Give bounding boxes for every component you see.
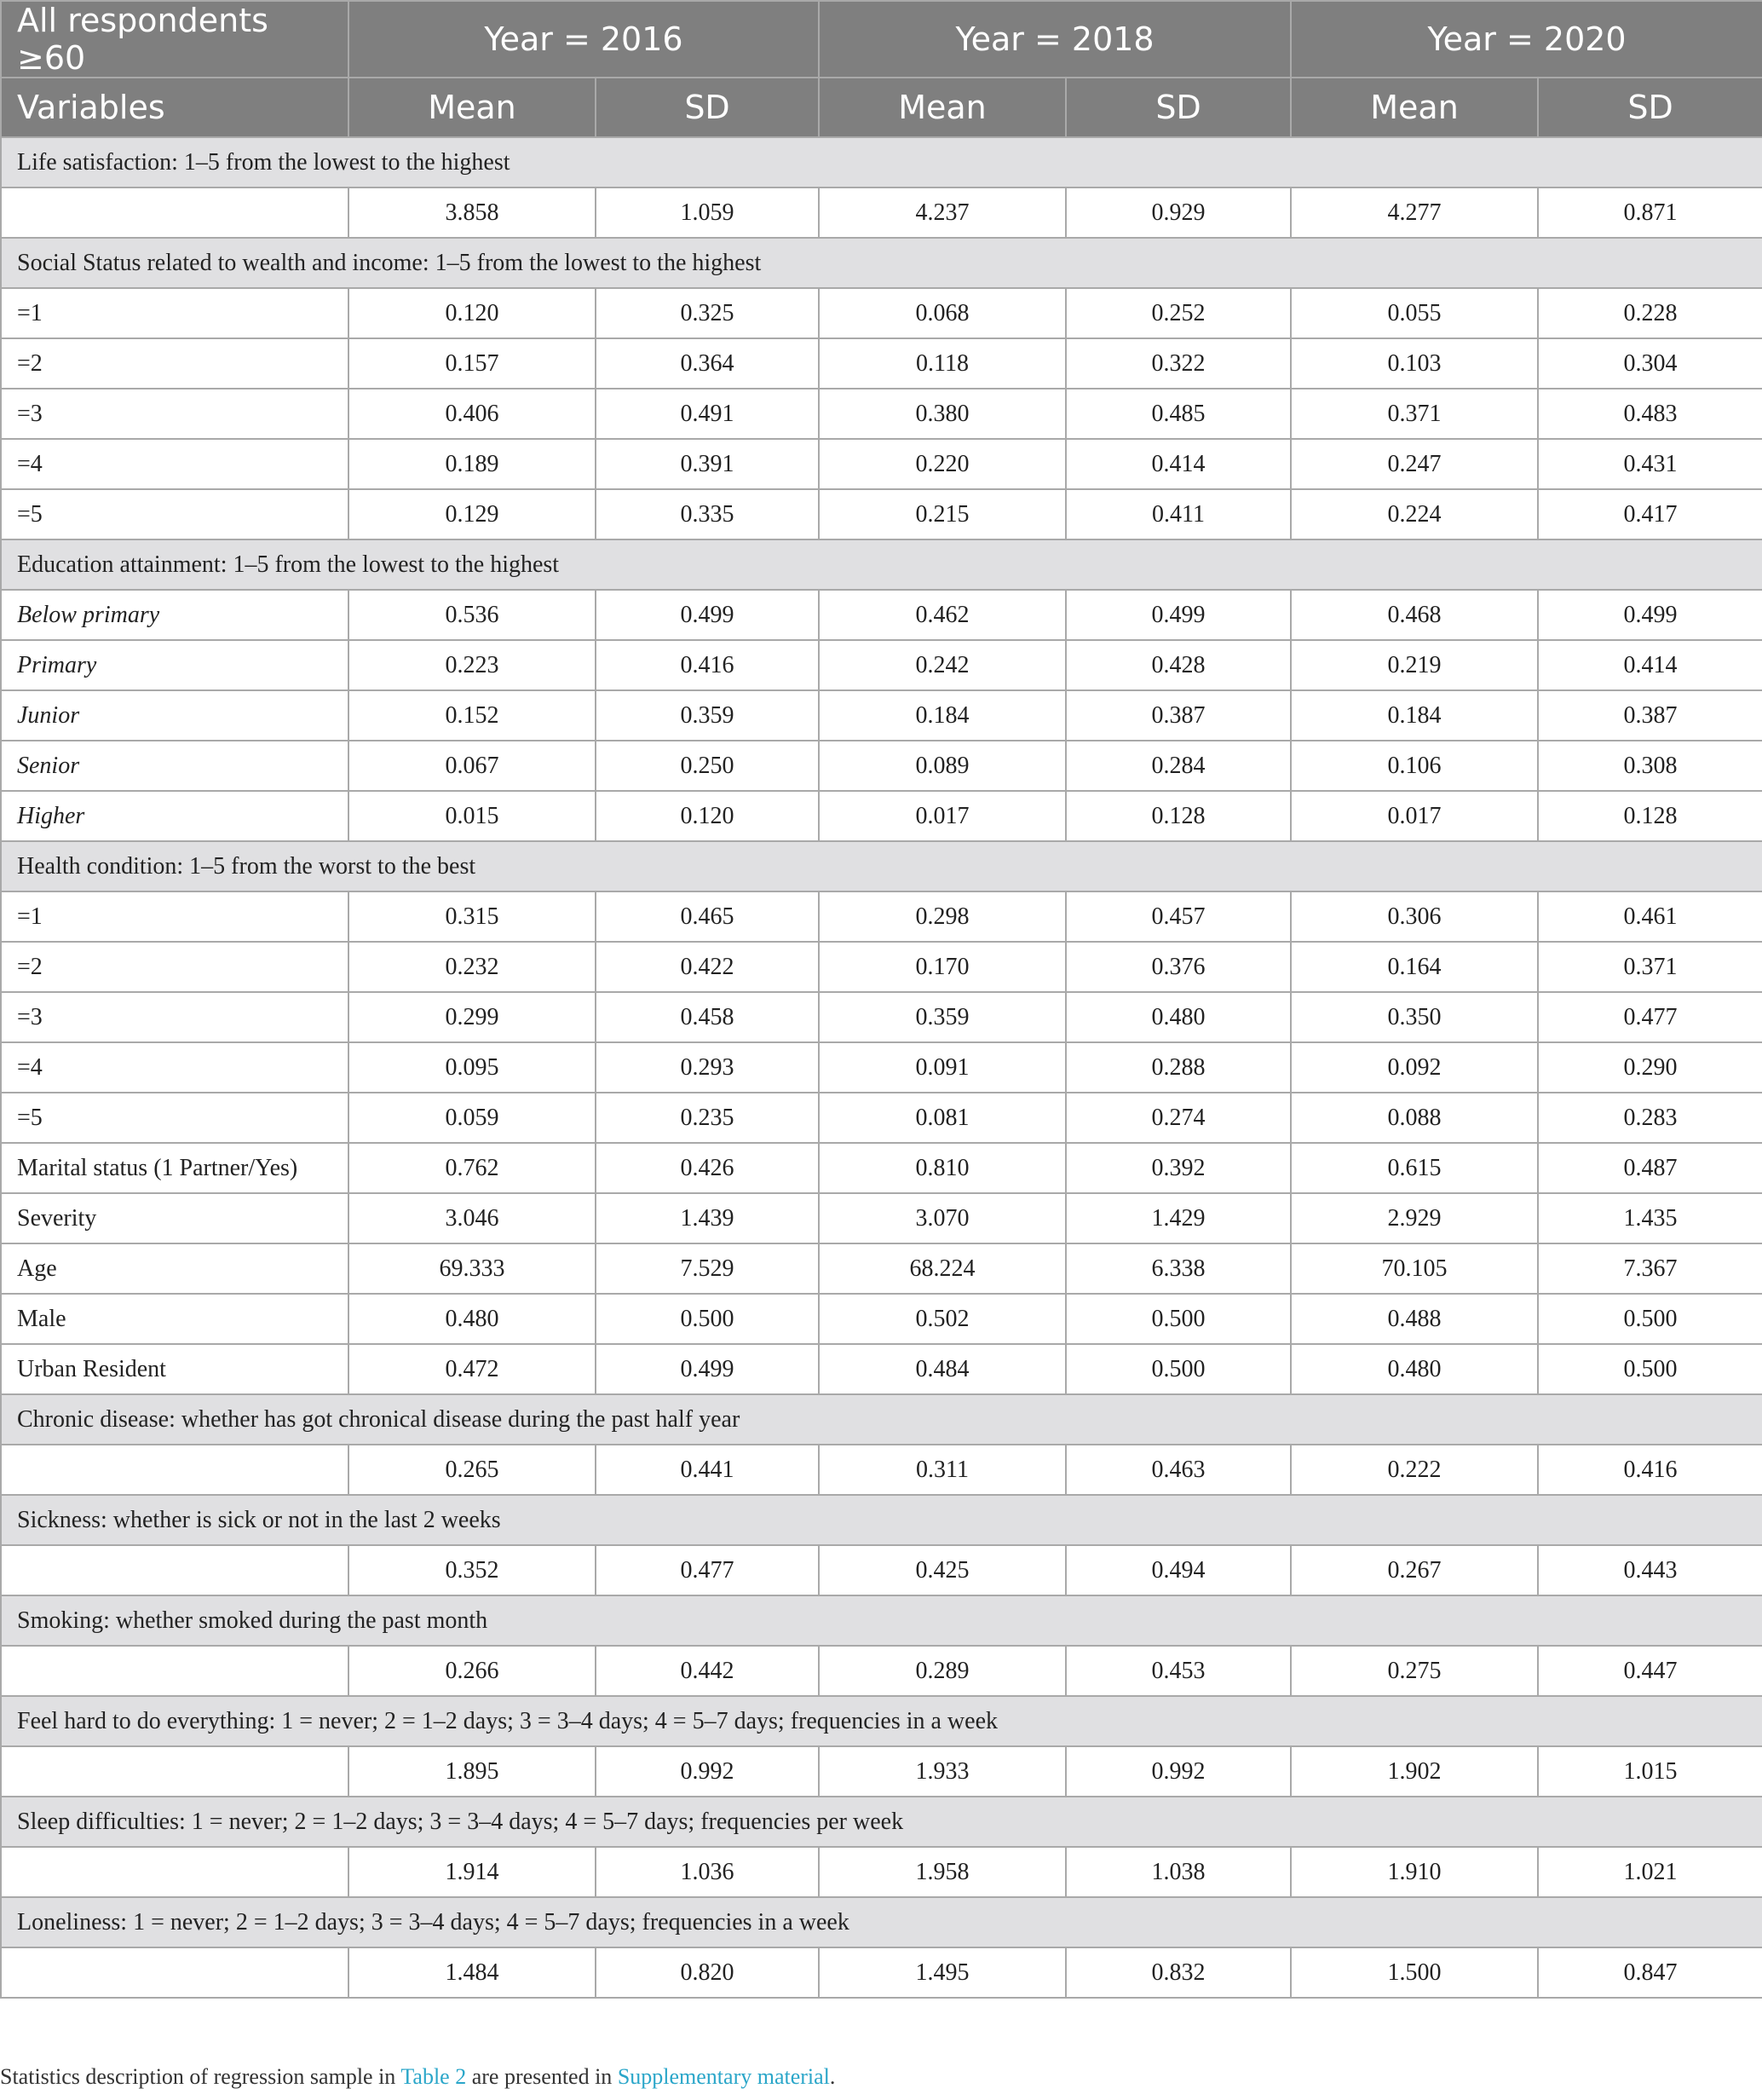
mean-cell: 0.055 [1291, 288, 1538, 338]
mean-cell: 1.914 [348, 1847, 596, 1897]
sd-cell: 0.290 [1538, 1042, 1762, 1093]
sd-cell: 0.431 [1538, 439, 1762, 489]
mean-cell: 70.105 [1291, 1243, 1538, 1294]
mean-cell: 0.484 [819, 1344, 1066, 1394]
header-mean: Mean [819, 78, 1066, 137]
sd-cell: 0.387 [1066, 690, 1291, 741]
mean-cell: 0.164 [1291, 942, 1538, 992]
sd-cell: 0.992 [1066, 1746, 1291, 1797]
row-label [1, 1947, 348, 1998]
table-row [1, 791, 1762, 841]
sd-cell: 7.529 [596, 1243, 819, 1294]
mean-cell: 0.275 [1291, 1646, 1538, 1696]
table-row [1, 188, 1762, 238]
sd-cell: 0.500 [1066, 1344, 1291, 1394]
mean-cell: 3.858 [348, 188, 596, 238]
sd-cell: 0.500 [1538, 1344, 1762, 1394]
sd-cell: 0.499 [1066, 590, 1291, 640]
row-label: Severity [1, 1193, 348, 1243]
sd-cell: 0.128 [1538, 791, 1762, 841]
sd-cell: 0.387 [1538, 690, 1762, 741]
sd-cell: 0.499 [1538, 590, 1762, 640]
section-header-row [1, 1595, 1762, 1646]
sd-cell: 1.015 [1538, 1746, 1762, 1797]
row-label: Marital status (1 Partner/Yes) [1, 1143, 348, 1193]
mean-cell: 0.406 [348, 389, 596, 439]
table-row [1, 1143, 1762, 1193]
sd-cell: 0.417 [1538, 489, 1762, 539]
section-header-row [1, 137, 1762, 188]
row-label: Urban Resident [1, 1344, 348, 1394]
table-row [1, 288, 1762, 338]
footnote-text: are presented in [466, 2064, 618, 2089]
mean-cell: 0.311 [819, 1445, 1066, 1495]
sd-cell: 0.487 [1538, 1143, 1762, 1193]
mean-cell: 0.059 [348, 1093, 596, 1143]
row-label [1, 1847, 348, 1897]
mean-cell: 0.299 [348, 992, 596, 1042]
mean-cell: 0.462 [819, 590, 1066, 640]
mean-cell: 0.215 [819, 489, 1066, 539]
sd-cell: 0.284 [1066, 741, 1291, 791]
sd-cell: 1.059 [596, 188, 819, 238]
row-label: =5 [1, 1093, 348, 1143]
row-label: =2 [1, 942, 348, 992]
sd-cell: 0.485 [1066, 389, 1291, 439]
sd-cell: 0.483 [1538, 389, 1762, 439]
table-row [1, 1445, 1762, 1495]
sd-cell: 1.435 [1538, 1193, 1762, 1243]
table-row [1, 1193, 1762, 1243]
section-header-row [1, 1394, 1762, 1445]
section-header-row [1, 539, 1762, 590]
row-label: Primary [1, 640, 348, 690]
sd-cell: 0.304 [1538, 338, 1762, 389]
mean-cell: 0.468 [1291, 590, 1538, 640]
section-header-row [1, 1897, 1762, 1947]
row-label: Junior [1, 690, 348, 741]
sd-cell: 0.461 [1538, 891, 1762, 942]
sd-cell: 0.465 [596, 891, 819, 942]
row-label: Age [1, 1243, 348, 1294]
sd-cell: 0.871 [1538, 188, 1762, 238]
mean-cell: 0.067 [348, 741, 596, 791]
table-body [1, 137, 1762, 1998]
sd-cell: 1.038 [1066, 1847, 1291, 1897]
mean-cell: 0.184 [1291, 690, 1538, 741]
sd-cell: 0.274 [1066, 1093, 1291, 1143]
sd-cell: 0.416 [1538, 1445, 1762, 1495]
sd-cell: 6.338 [1066, 1243, 1291, 1294]
mean-cell: 0.810 [819, 1143, 1066, 1193]
row-label [1, 1746, 348, 1797]
row-label: Senior [1, 741, 348, 791]
sd-cell: 0.499 [596, 1344, 819, 1394]
section-label: Smoking: whether smoked during the past month [1, 1595, 1762, 1646]
mean-cell: 1.910 [1291, 1847, 1538, 1897]
sd-cell: 1.021 [1538, 1847, 1762, 1897]
mean-cell: 0.480 [348, 1294, 596, 1344]
sd-cell: 0.416 [596, 640, 819, 690]
mean-cell: 0.224 [1291, 489, 1538, 539]
mean-cell: 1.484 [348, 1947, 596, 1998]
section-header-row [1, 238, 1762, 288]
sd-cell: 0.252 [1066, 288, 1291, 338]
mean-cell: 0.017 [1291, 791, 1538, 841]
header-sd: SD [1538, 78, 1762, 137]
table-row [1, 1746, 1762, 1797]
table-row [1, 1344, 1762, 1394]
footnote-text: . [829, 2064, 836, 2089]
sd-cell: 0.325 [596, 288, 819, 338]
sd-cell: 0.820 [596, 1947, 819, 1998]
row-label: Below primary [1, 590, 348, 640]
table-row [1, 1847, 1762, 1897]
table-row [1, 1294, 1762, 1344]
mean-cell: 0.118 [819, 338, 1066, 389]
section-label: Sickness: whether is sick or not in the last 2 weeks [1, 1495, 1762, 1545]
header-row-stats [1, 78, 1762, 137]
table-row [1, 1947, 1762, 1998]
section-label: Education attainment: 1–5 from the lowest to the highest [1, 539, 1762, 590]
sd-cell: 0.992 [596, 1746, 819, 1797]
sd-cell: 1.439 [596, 1193, 819, 1243]
mean-cell: 1.500 [1291, 1947, 1538, 1998]
sd-cell: 0.364 [596, 338, 819, 389]
table-row [1, 992, 1762, 1042]
mean-cell: 0.480 [1291, 1344, 1538, 1394]
sd-cell: 0.308 [1538, 741, 1762, 791]
table-row [1, 1042, 1762, 1093]
sd-cell: 0.477 [1538, 992, 1762, 1042]
mean-cell: 0.298 [819, 891, 1066, 942]
sd-cell: 1.429 [1066, 1193, 1291, 1243]
mean-cell: 0.068 [819, 288, 1066, 338]
mean-cell: 0.265 [348, 1445, 596, 1495]
sd-cell: 0.283 [1538, 1093, 1762, 1143]
mean-cell: 1.495 [819, 1947, 1066, 1998]
mean-cell: 1.933 [819, 1746, 1066, 1797]
row-label [1, 1646, 348, 1696]
table-row [1, 690, 1762, 741]
header-corner-bottom: Variables [1, 78, 348, 137]
row-label: Male [1, 1294, 348, 1344]
mean-cell: 0.088 [1291, 1093, 1538, 1143]
table-row [1, 1545, 1762, 1595]
mean-cell: 0.315 [348, 891, 596, 942]
sd-cell: 0.376 [1066, 942, 1291, 992]
table-row [1, 1646, 1762, 1696]
section-header-row [1, 1797, 1762, 1847]
mean-cell: 1.958 [819, 1847, 1066, 1897]
row-label [1, 188, 348, 238]
sd-cell: 0.453 [1066, 1646, 1291, 1696]
section-label: Life satisfaction: 1–5 from the lowest to the highest [1, 137, 1762, 188]
mean-cell: 0.762 [348, 1143, 596, 1193]
sd-cell: 0.500 [1066, 1294, 1291, 1344]
section-label: Feel hard to do everything: 1 = never; 2 = 1–2 days; 3 = 3–4 days; 4 = 5–7 days; frequencies in a week [1, 1696, 1762, 1746]
mean-cell: 0.247 [1291, 439, 1538, 489]
mean-cell: 0.106 [1291, 741, 1538, 791]
mean-cell: 0.015 [348, 791, 596, 841]
section-label: Loneliness: 1 = never; 2 = 1–2 days; 3 = 3–4 days; 4 = 5–7 days; frequencies in a week [1, 1897, 1762, 1947]
mean-cell: 0.242 [819, 640, 1066, 690]
section-header-row [1, 1495, 1762, 1545]
sd-cell: 0.442 [596, 1646, 819, 1696]
table-row [1, 1093, 1762, 1143]
mean-cell: 0.425 [819, 1545, 1066, 1595]
footnote-text: Statistics description of regression sample in [0, 2064, 401, 2089]
mean-cell: 4.237 [819, 188, 1066, 238]
sd-cell: 0.250 [596, 741, 819, 791]
sd-cell: 0.428 [1066, 640, 1291, 690]
row-label: =2 [1, 338, 348, 389]
row-label: =5 [1, 489, 348, 539]
table-row [1, 741, 1762, 791]
section-header-row [1, 841, 1762, 891]
table-row [1, 389, 1762, 439]
header-mean: Mean [348, 78, 596, 137]
sd-cell: 0.441 [596, 1445, 819, 1495]
row-label: =1 [1, 891, 348, 942]
sd-cell: 0.500 [1538, 1294, 1762, 1344]
row-label: =4 [1, 1042, 348, 1093]
table-row [1, 942, 1762, 992]
sd-cell: 0.426 [596, 1143, 819, 1193]
mean-cell: 0.152 [348, 690, 596, 741]
mean-cell: 0.352 [348, 1545, 596, 1595]
header-year-2018: Year = 2018 [819, 1, 1291, 78]
mean-cell: 0.170 [819, 942, 1066, 992]
mean-cell: 0.091 [819, 1042, 1066, 1093]
mean-cell: 0.289 [819, 1646, 1066, 1696]
mean-cell: 0.306 [1291, 891, 1538, 942]
mean-cell: 0.502 [819, 1294, 1066, 1344]
sd-cell: 0.499 [596, 590, 819, 640]
table-row [1, 439, 1762, 489]
mean-cell: 0.220 [819, 439, 1066, 489]
mean-cell: 0.120 [348, 288, 596, 338]
header-mean: Mean [1291, 78, 1538, 137]
table-row [1, 338, 1762, 389]
supplementary-material-link[interactable]: Supplementary material [617, 2064, 830, 2089]
header-sd: SD [1066, 78, 1291, 137]
sd-cell: 1.036 [596, 1847, 819, 1897]
row-label: =3 [1, 389, 348, 439]
row-label: =4 [1, 439, 348, 489]
sd-cell: 0.359 [596, 690, 819, 741]
mean-cell: 69.333 [348, 1243, 596, 1294]
header-row-years [1, 1, 1762, 78]
section-label: Chronic disease: whether has got chronical disease during the past half year [1, 1394, 1762, 1445]
mean-cell: 4.277 [1291, 188, 1538, 238]
section-header-row [1, 1696, 1762, 1746]
section-label: Social Status related to wealth and income: 1–5 from the lowest to the highest [1, 238, 1762, 288]
sd-cell: 0.929 [1066, 188, 1291, 238]
sd-cell: 0.443 [1538, 1545, 1762, 1595]
mean-cell: 0.095 [348, 1042, 596, 1093]
mean-cell: 0.223 [348, 640, 596, 690]
sd-cell: 0.457 [1066, 891, 1291, 942]
header-year-2016: Year = 2016 [348, 1, 819, 78]
sd-cell: 0.477 [596, 1545, 819, 1595]
mean-cell: 1.902 [1291, 1746, 1538, 1797]
row-label: Higher [1, 791, 348, 841]
sd-cell: 0.500 [596, 1294, 819, 1344]
mean-cell: 0.359 [819, 992, 1066, 1042]
mean-cell: 0.222 [1291, 1445, 1538, 1495]
mean-cell: 0.081 [819, 1093, 1066, 1143]
sd-cell: 0.832 [1066, 1947, 1291, 1998]
sd-cell: 0.447 [1538, 1646, 1762, 1696]
mean-cell: 0.089 [819, 741, 1066, 791]
section-label: Health condition: 1–5 from the worst to the best [1, 841, 1762, 891]
sd-cell: 0.847 [1538, 1947, 1762, 1998]
mean-cell: 0.189 [348, 439, 596, 489]
mean-cell: 68.224 [819, 1243, 1066, 1294]
header-sd: SD [596, 78, 819, 137]
row-label [1, 1545, 348, 1595]
sd-cell: 0.120 [596, 791, 819, 841]
mean-cell: 1.895 [348, 1746, 596, 1797]
sd-cell: 0.458 [596, 992, 819, 1042]
table-2-link[interactable]: Table 2 [400, 2064, 467, 2089]
sd-cell: 0.128 [1066, 791, 1291, 841]
sd-cell: 0.322 [1066, 338, 1291, 389]
mean-cell: 0.103 [1291, 338, 1538, 389]
section-label: Sleep difficulties: 1 = never; 2 = 1–2 days; 3 = 3–4 days; 4 = 5–7 days; frequencies per week [1, 1797, 1762, 1847]
sd-cell: 0.392 [1066, 1143, 1291, 1193]
mean-cell: 0.232 [348, 942, 596, 992]
mean-cell: 0.615 [1291, 1143, 1538, 1193]
sd-cell: 0.480 [1066, 992, 1291, 1042]
mean-cell: 3.070 [819, 1193, 1066, 1243]
sd-cell: 0.335 [596, 489, 819, 539]
sd-cell: 0.414 [1538, 640, 1762, 690]
mean-cell: 0.092 [1291, 1042, 1538, 1093]
sd-cell: 0.371 [1538, 942, 1762, 992]
header-year-2020: Year = 2020 [1291, 1, 1762, 78]
mean-cell: 0.017 [819, 791, 1066, 841]
mean-cell: 0.488 [1291, 1294, 1538, 1344]
sd-cell: 0.293 [596, 1042, 819, 1093]
mean-cell: 0.184 [819, 690, 1066, 741]
row-label [1, 1445, 348, 1495]
sd-cell: 0.494 [1066, 1545, 1291, 1595]
sd-cell: 0.422 [596, 942, 819, 992]
mean-cell: 3.046 [348, 1193, 596, 1243]
sd-cell: 0.463 [1066, 1445, 1291, 1495]
sd-cell: 0.491 [596, 389, 819, 439]
table-row [1, 590, 1762, 640]
header-corner-top: All respondents ≥60 [1, 1, 348, 78]
row-label: =3 [1, 992, 348, 1042]
sd-cell: 0.414 [1066, 439, 1291, 489]
mean-cell: 0.536 [348, 590, 596, 640]
table-row [1, 1243, 1762, 1294]
sd-cell: 0.228 [1538, 288, 1762, 338]
mean-cell: 0.472 [348, 1344, 596, 1394]
mean-cell: 0.267 [1291, 1545, 1538, 1595]
sd-cell: 0.288 [1066, 1042, 1291, 1093]
mean-cell: 2.929 [1291, 1193, 1538, 1243]
table-row [1, 489, 1762, 539]
sd-cell: 0.411 [1066, 489, 1291, 539]
table-header [1, 1, 1762, 137]
mean-cell: 0.350 [1291, 992, 1538, 1042]
sd-cell: 0.235 [596, 1093, 819, 1143]
mean-cell: 0.371 [1291, 389, 1538, 439]
sd-cell: 0.391 [596, 439, 819, 489]
table-row [1, 640, 1762, 690]
mean-cell: 0.129 [348, 489, 596, 539]
sd-cell: 7.367 [1538, 1243, 1762, 1294]
mean-cell: 0.219 [1291, 640, 1538, 690]
row-label: =1 [1, 288, 348, 338]
mean-cell: 0.266 [348, 1646, 596, 1696]
mean-cell: 0.380 [819, 389, 1066, 439]
table-footnote [0, 2064, 835, 2090]
table-row [1, 891, 1762, 942]
mean-cell: 0.157 [348, 338, 596, 389]
